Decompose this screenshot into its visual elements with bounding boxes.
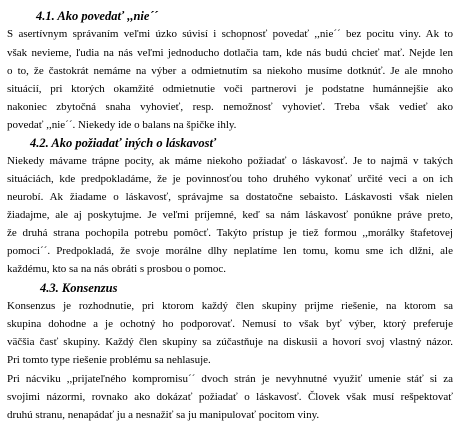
paragraph-line: Pri tomto type riešenie problému sa nehlasuje. [7,354,211,366]
paragraph-line: Pri nácviku ,,prijateľného kompromisu´´ dvoch strán je nevyhnutné využiť umenie stáť si za [7,373,453,385]
paragraph-line: žiadajme, ale aj poskytujme. Je veľmi príjemné, keď sa nám láskavosť ponúkne práve preto, [7,209,453,221]
paragraph-line: povedať ,,nie´´. Niekedy ide o balans na špičke ihly. [7,119,237,131]
paragraph-line: situácií, pri ktorých okamžité odmietnutie voči partnerovi je podstatne humánnejšie ako [7,83,453,95]
section-heading-4-1: 4.1. Ako povedať ,,nie´´ [36,9,158,23]
paragraph-line: že druhá strana pochopila potrebu pomôcť. Takýto prístup je tiež formou ,,morálky štafetovej [7,227,453,239]
paragraph-line: Niekedy mávame trápne pocity, ak máme niekoho požiadať o láskavosť. Je to najmä v takých [7,155,453,167]
paragraph-line: Konsenzus je rozhodnutie, pri ktorom každý člen skupiny prijme riešenie, na ktorom sa [7,300,453,312]
paragraph-line: S asertívnym správaním veľmi úzko súvisí i schopnosť povedať ,,nie´´ bez pocitu viny. Ak to [7,28,453,40]
paragraph-line: pomoci´´. Predpokladá, že svoje morálne dlhy neplatíme len tomu, komu sme ich dlžni, ale [7,245,453,257]
paragraph-line: svojimi názormi, rovnako ako dokázať požiadať o láskavosť. Človek však musí rešpektovať [7,391,453,403]
section-heading-4-2: 4.2. Ako požiadať iných o láskavosť [30,136,217,150]
paragraph-line: skupina dohodne a je ochotný ho podporovať. Nemusí to však byť výber, ktorý preferuje [7,318,453,330]
section-heading-4-3: 4.3. Konsenzus [40,281,118,295]
paragraph-line: situáciách, kde predpokladáme, že je povinnosťou toho druhého vykonať určité veci a on ich [7,173,453,185]
paragraph-line: o to, že častokrát nemáme na výber a odmietnutím sa niekoho musíme dotknúť. Je ale mnoho [7,65,453,77]
paragraph-line: väčšia časť skupiny. Každý člen skupiny sa zúčastňuje na diskusii a hovorí svoj vlastný názor. [7,336,453,348]
paragraph-line: druhú stranu, nenapádať ju a nesnažiť sa ju manipulovať pocitom viny. [7,409,320,421]
paragraph-line: nakoniec zbytočná snaha vyhovieť, resp. nemožnosť vyhovieť. Treba však vedieť ako [7,101,453,113]
paragraph-line: však nevieme, ľudia na nás veľmi jednoducho dotlačia tam, kde nás budú chcieť mať. Nejde len [7,47,453,59]
paragraph-line: neurobí. Ak žiadame o láskavosť, správajme sa dostatočne sebaisto. Láskavosti však nielen [7,191,453,203]
paragraph-line: každému, kto sa na nás obráti s prosbou o pomoc. [7,263,227,275]
